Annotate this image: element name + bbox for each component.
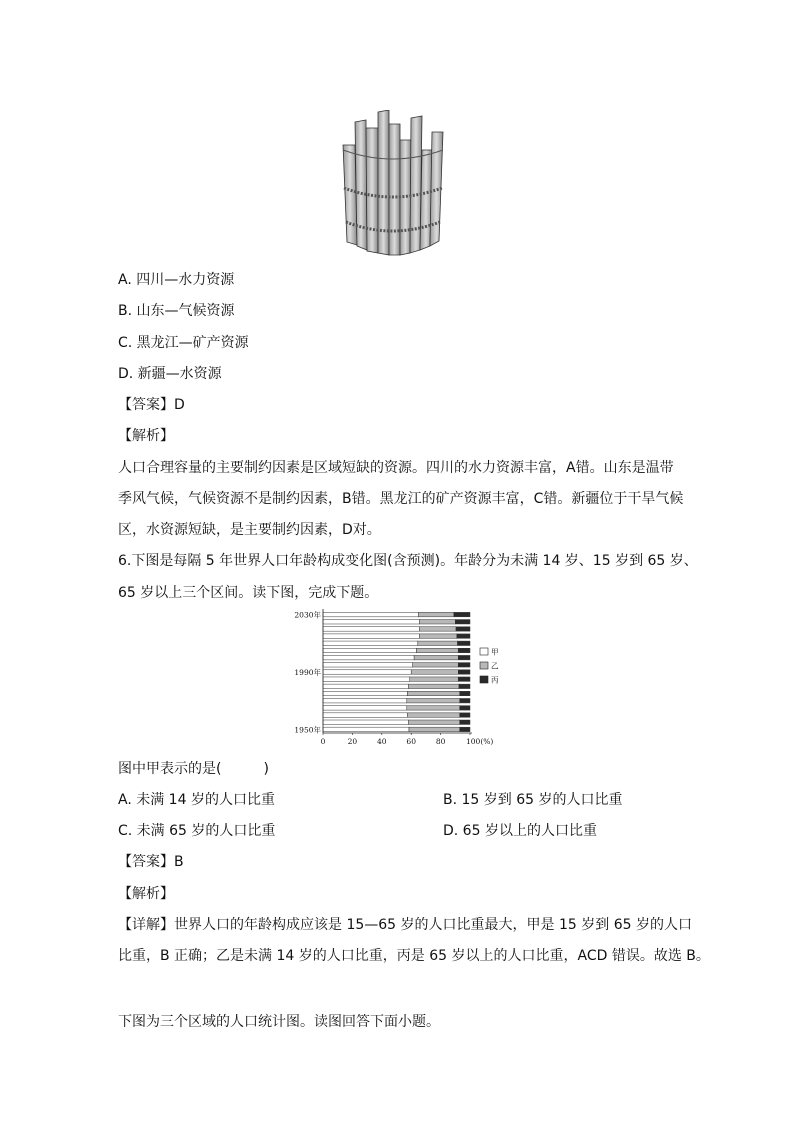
bar-1970-甲 [323,698,407,702]
bar-2010-乙 [418,641,458,645]
bar-2020-乙 [419,627,456,631]
bar-1965-乙 [407,706,460,710]
bar-1975-丙 [460,691,470,695]
bar-2015-甲 [323,634,419,638]
population-age-structure-chart [285,606,510,752]
wooden-bucket-illustration [335,110,450,260]
q5-option-c: C. 黑龙江—矿产资源 [118,335,249,351]
bar-2010-丙 [458,641,470,645]
q6-stem-line-2: 65 岁以上三个区间。读下图，完成下题。 [118,585,379,601]
q6-analysis-line-1: 【详解】世界人口的年龄构成应该是 15—65 岁的人口比重最大，甲是 15 岁到 65 岁的人口 [118,917,692,933]
q5-answer: 【答案】D [118,397,185,413]
bar-1970-乙 [407,698,460,702]
q6-analysis-line-2: 比重，B 正确；乙是未满 14 岁的人口比重，丙是 65 岁以上的人口比重，ACD 错误。故选 B。 [118,948,710,964]
bar-1975-甲 [323,691,408,695]
year-label-2030: 2030年 [294,610,321,620]
bar-2030-丙 [454,612,470,616]
bar-1985-丙 [458,677,470,681]
q6-answer: 【答案】B [118,854,184,870]
bar-1990-丙 [458,670,470,674]
legend-label-乙: 乙 [491,661,499,671]
legend-swatch-乙 [480,662,488,669]
bar-1980-甲 [323,684,408,688]
bar-1980-乙 [408,684,459,688]
bar-1960-丙 [460,713,470,717]
bar-1990-甲 [323,670,411,674]
q5-option-d: D. 新疆—水资源 [118,366,222,382]
q5-option-a: A. 四川—水力资源 [118,272,235,288]
bar-1985-乙 [410,677,459,681]
legend-swatch-丙 [480,676,488,683]
bar-1970-丙 [460,698,470,702]
bar-1965-丙 [460,706,470,710]
q5-analysis-line-3: 区，水资源短缺，是主要制约因素，D对。 [118,522,381,538]
bar-2000-甲 [323,655,414,659]
bar-2000-乙 [414,655,458,659]
bar-2030-乙 [419,612,454,616]
x-tick-label-100: 100(%) [466,737,494,746]
bar-2010-甲 [323,641,418,645]
legend-swatch-甲 [480,648,488,655]
bar-1990-乙 [411,670,458,674]
bar-2025-甲 [323,620,419,624]
x-tick-label-60: 60 [406,737,416,746]
year-label-1990: 1990年 [294,668,321,677]
bar-2005-甲 [323,648,416,652]
bar-1950-甲 [323,727,409,731]
bar-1950-乙 [409,727,460,731]
bar-1995-乙 [413,663,459,667]
bar-2015-乙 [419,634,456,638]
bar-2025-丙 [455,620,470,624]
bar-1955-甲 [323,720,408,724]
q5-analysis-line-2: 季风气候，气候资源不是制约因素，B错。黑龙江的矿产资源丰富，C错。新疆位于干旱气候 [118,491,684,507]
bar-2025-乙 [419,620,455,624]
legend-label-丙: 丙 [491,675,499,685]
bar-2020-丙 [456,627,470,631]
bar-1955-乙 [408,720,459,724]
bar-2005-丙 [458,648,470,652]
bar-2015-丙 [457,634,470,638]
q6-option-b: B. 15 岁到 65 岁的人口比重 [443,792,623,808]
q5-option-b: B. 山东—气候资源 [118,303,235,319]
bar-1955-丙 [460,720,470,724]
bar-1960-乙 [408,713,460,717]
x-tick-label-20: 20 [347,737,358,746]
legend-label-甲: 甲 [491,647,499,657]
x-tick-label-0: 0 [320,737,326,746]
q6-option-d: D. 65 岁以上的人口比重 [443,823,597,839]
bar-2030-甲 [323,612,419,616]
bar-1960-甲 [323,713,408,717]
q6-stem-line-1: 6.下图是每隔 5 年世界人口年龄构成变化图(含预测)。年龄分为未满 14 岁、15 岁到 65 岁、 [118,553,698,569]
bar-2005-乙 [416,648,458,652]
q5-analysis-label: 【解析】 [118,428,174,444]
q6-analysis-label: 【解析】 [118,886,174,902]
next-question-intro: 下图为三个区域的人口统计图。读图回答下面小题。 [118,1014,440,1030]
q6-option-a: A. 未满 14 岁的人口比重 [118,792,275,808]
x-tick-label-80: 80 [435,737,446,746]
bar-1985-甲 [323,677,410,681]
q6-option-c: C. 未满 65 岁的人口比重 [118,823,276,839]
bar-1965-甲 [323,706,407,710]
bar-2000-丙 [458,655,470,659]
year-label-1950: 1950年 [294,725,321,735]
q6-question: 图中甲表示的是( ) [118,761,269,777]
x-tick-label-40: 40 [377,737,387,746]
q5-analysis-line-1: 人口合理容量的主要制约因素是区域短缺的资源。四川的水力资源丰富，A错。山东是温带 [118,460,674,476]
bar-1995-甲 [323,663,413,667]
bar-2020-甲 [323,627,419,631]
bar-1995-丙 [458,663,470,667]
bar-1950-丙 [460,727,470,731]
bar-1975-乙 [408,691,460,695]
bar-1980-丙 [459,684,470,688]
